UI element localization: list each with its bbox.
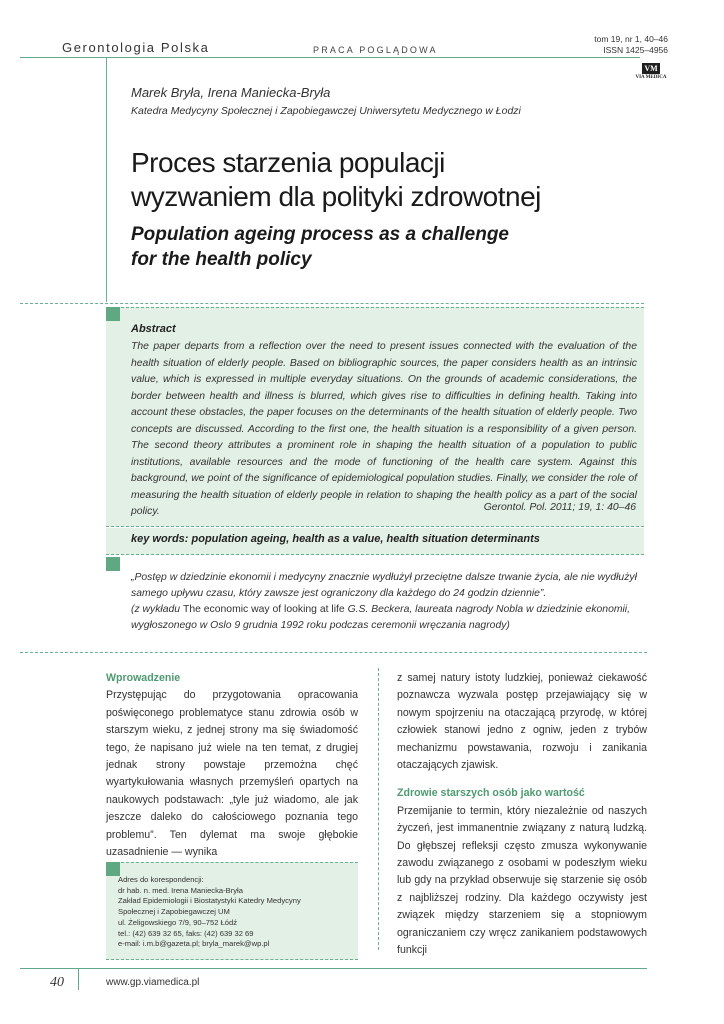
article-type: PRACA POGLĄDOWA (313, 45, 438, 55)
correspondence-address (118, 875, 358, 950)
title-polish (131, 146, 671, 214)
issn-line: ISSN 1425–4956 (603, 45, 668, 55)
title-english-line-2: for the health policy (131, 249, 312, 270)
title-english-line-1: Population ageing process as a challenge (131, 224, 509, 245)
publisher-logo (631, 63, 671, 80)
correspondence-line: Adres do korespondencji: (118, 875, 204, 884)
logo-text: VIA MEDICA (635, 75, 667, 80)
journal-name: Gerontologia Polska (62, 40, 210, 55)
title-polish-line-2: wyzwaniem dla polityki zdrowotnej (131, 181, 541, 212)
correspondence-email: e-mail: i.m.b@gazeta.pl; bryla_marek@wp.pl (118, 939, 270, 949)
quote-text: „Postęp w dziedzinie ekonomii i medycyny znacznie wydłużył przeciętne dalsze trwanie życia, ale nie wydłużył samego upływu czasu, który zawsze jest ograniczony dla każdego do 24 godzin dziennie”. (131, 572, 637, 599)
abstract-citation: Gerontol. Pol. 2011; 19, 1: 40–46 (483, 502, 636, 513)
correspondence-line: Zakład Epidemiologii i Biostatystyki Katedry Medycyny (118, 896, 301, 906)
right-paragraph-1: z samej natury istoty ludzkiej, ponieważ ciekawość poznawcza wyzwala postęp przejawiający się w nowym spojrzeniu na otaczającą przyrodę, w której człowiek stanowi jedno z ogniw, jeden z trybów mechanizmu powstawania, rozwoju i zanikania otaczających zjawisk. (397, 672, 647, 772)
quote-source-title: The economic way of looking at life (182, 604, 345, 615)
header-rule (20, 57, 640, 58)
correspondence-line: tel.: (42) 639 32 65, faks: (42) 639 32 69 (118, 928, 254, 938)
section-divider (20, 303, 644, 304)
column-divider (378, 668, 379, 950)
affiliation: Katedra Medycyny Społecznej i Zapobiegawczej Uniwersytetu Medycznego w Łodzi (131, 105, 521, 117)
quote-source-prefix: (z wykładu (131, 604, 183, 615)
right-paragraph-2: Przemijanie to termin, który niezależnie od naszych życzeń, jest immanentnie związany z naturą ludzką. Do głębszej refleksji często zmusza wykonywanie zawodu związanego z osobami w podeszłym wieku lub gdy na przykład obserwuje się starzenie się osób z najbliższej rodziny. Dla każdego oczywisty jest związek między starzeniem się a stopniowym ograniczaniem czy wręcz zanikaniem podstawowych funkcji (397, 804, 647, 957)
page-number: 40 (50, 975, 64, 990)
epigraph-quote (131, 570, 641, 634)
quote-divider (20, 652, 647, 653)
authors: Marek Bryła, Irena Maniecka-Bryła (131, 85, 331, 100)
footer-rule (20, 968, 647, 969)
right-column (397, 670, 647, 960)
left-margin-rule (106, 57, 107, 302)
intro-heading: Wprowadzenie (106, 672, 181, 684)
correspondence-line: Społecznej i Zapobiegawczej UM (118, 907, 230, 917)
correspondence-line: dr hab. n. med. Irena Maniecka-Bryła (118, 885, 243, 895)
footer-url[interactable]: www.gp.viamedica.pl (106, 977, 200, 988)
correspondence-line: ul. Żeligowskiego 7/9, 90–752 Łódź (118, 917, 238, 927)
title-english (131, 222, 671, 272)
volume-line: tom 19, nr 1, 40–46 (594, 34, 668, 44)
left-column (106, 670, 358, 861)
quote-marker-icon (106, 557, 120, 571)
keywords: key words: population ageing, health as a value, health situation determinants (131, 533, 540, 545)
abstract-marker-icon (106, 307, 120, 321)
volume-info (594, 34, 668, 56)
abstract-heading: Abstract (131, 323, 176, 335)
footer-separator (78, 968, 79, 990)
logo-mark-icon: VM (642, 63, 660, 74)
quote-source-suffix: G.S. Beckera, laureata nagrody Nobla w dziedzinie ekonomii, wygłoszonego w Oslo 9 grudnia 1992 roku podczas ceremonii wręczania nagrody) (131, 604, 631, 631)
title-polish-line-1: Proces starzenia populacji (131, 147, 445, 178)
section-heading-health-value: Zdrowie starszych osób jako wartość (397, 787, 585, 800)
correspondence-marker-icon (106, 862, 120, 876)
abstract-text: The paper departs from a reflection over the need to present issues connected with the evaluation of the health situation of elderly people. Based on bibliographic sources, the paper considers health as an intrinsic value, which is expressed in multiple everyday situations. On the grounds of academic considerations, the border between health and illness is blurred, which gives rise to difficulties in defining health. Taking into account these obstacles, the paper focuses on the determinants of the health situation of elderly people. Two concepts are discussed. According to the first one, the health situation is a responsibility of a given person. The second theory attributes a prominent role in shaping the health situation of a population to public institutions, available resources and the mode of functioning of the health care system. Against this background, we point of the significance of epidemiological population studies. Finally, we consider the role of measuring the health situation of elderly people in relation to shaping the health policy as a part of the social policy. (131, 341, 637, 517)
intro-paragraph: Przystępując do przygotowania opracowania poświęconego problematyce stanu zdrowia osób w starszym wieku, z jednej strony ma się świadomość tego, że napisano już wiele na ten temat, z drugiej jednak strony powstaje przemożna chęć wyartykułowania własnych przemyśleń opartych na naukowych podstawach: „tyle już wiadomo, ale jak jeszcze daleko do całościowego poznania tego problemu”. Ten dylemat ma swoje głębokie uzasadnienie — wynika (106, 689, 358, 859)
